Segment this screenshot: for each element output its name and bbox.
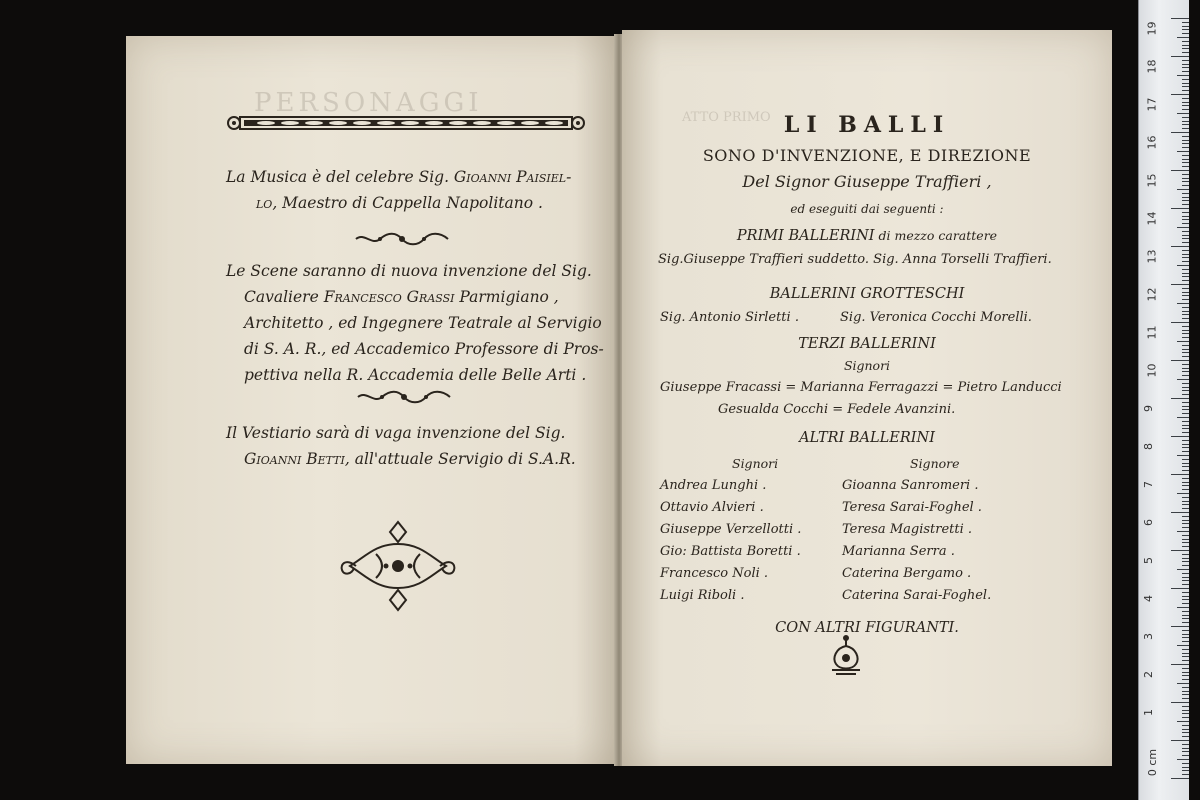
ruler-tick (1182, 649, 1189, 650)
ruler-label: 4 (1142, 595, 1155, 602)
ruler-tick (1182, 86, 1189, 87)
ruler-tick (1182, 744, 1189, 745)
ruler-tick (1182, 345, 1189, 346)
ruler-label: 1 (1142, 709, 1155, 716)
closing-line: CON ALTRI FIGURANTI. (775, 620, 959, 636)
ruler-tick (1182, 653, 1189, 654)
list-item: Andrea Lunghi . (660, 478, 767, 493)
altri-signori-label: Signori (732, 456, 779, 471)
list-item: Marianna Serra . (842, 544, 955, 559)
ruler-tick (1177, 37, 1189, 38)
ruler-tick (1182, 447, 1189, 448)
ruler-tick (1182, 162, 1189, 163)
ruler-label: 12 (1145, 287, 1159, 302)
ruler-tick (1182, 212, 1189, 213)
scenes-line-2: Cavaliere Francesco Grassi Parmigiano , (244, 288, 559, 306)
ruler-tick (1177, 151, 1189, 152)
terzi-line-1: Giuseppe Fracassi = Marianna Ferragazzi = Pietro Landucci (660, 380, 1062, 395)
scenes-line-4: di S. A. R., ed Accademico Professore di Pros- (244, 340, 604, 358)
ruler-tick (1182, 668, 1189, 669)
show-through-text-2: ATTO PRIMO (682, 110, 771, 125)
ruler-tick (1171, 398, 1189, 399)
ruler-tick (1182, 641, 1189, 642)
ruler-tick (1182, 314, 1189, 315)
ruler-tick (1182, 428, 1189, 429)
ruler-tick (1177, 113, 1189, 114)
ruler-tick (1171, 170, 1189, 171)
right-page (622, 30, 1112, 766)
ruler-tick (1171, 322, 1189, 323)
ruler-tick (1182, 527, 1189, 528)
ruler-tick (1182, 634, 1189, 635)
ruler-tick (1182, 333, 1189, 334)
ruler-tick (1182, 565, 1189, 566)
ruler-tick (1177, 683, 1189, 684)
list-item: Caterina Sarai-Foghel. (842, 588, 992, 603)
ruler-tick (1182, 124, 1189, 125)
ruler-tick (1182, 432, 1189, 433)
ruler-tick (1182, 185, 1189, 186)
ruler-label: 2 (1142, 671, 1155, 678)
left-page (126, 36, 614, 764)
ruler-tick (1182, 67, 1189, 68)
ruler-tick (1182, 121, 1189, 122)
ruler-tick (1182, 193, 1189, 194)
ruler-tick (1182, 356, 1189, 357)
ruler-tick (1182, 687, 1189, 688)
ruler-tick (1182, 713, 1189, 714)
ruler-tick (1182, 444, 1189, 445)
ruler-tick (1182, 611, 1189, 612)
primi-line: Sig.Giuseppe Traffieri suddetto. Sig. Anna Torselli Traffieri. (658, 252, 1052, 267)
ruler-tick (1182, 539, 1189, 540)
ruler-tick (1182, 630, 1189, 631)
ruler-label: 9 (1142, 405, 1155, 412)
ruler-tick (1182, 763, 1189, 764)
ruler-tick (1177, 227, 1189, 228)
ruler-tick (1182, 105, 1189, 106)
ruler-tick (1177, 417, 1189, 418)
ruler-tick (1182, 767, 1189, 768)
ruler-tick (1182, 41, 1189, 42)
ruler-tick (1182, 280, 1189, 281)
ruler-tick (1171, 284, 1189, 285)
ruler-tick (1182, 523, 1189, 524)
small-flourish-ornament (354, 232, 450, 246)
ruler-tick (1177, 531, 1189, 532)
ruler-tick (1182, 178, 1189, 179)
ruler-label: 11 (1145, 325, 1159, 340)
list-item: Caterina Bergamo . (842, 566, 972, 581)
ruler-tick (1182, 79, 1189, 80)
ruler-label: 5 (1142, 557, 1155, 564)
ruler-tick (1171, 740, 1189, 741)
ruler-tick (1182, 330, 1189, 331)
ruler-tick (1182, 22, 1189, 23)
ruler-tick (1182, 580, 1189, 581)
ruler-tick (1182, 90, 1189, 91)
ruler-tick (1182, 504, 1189, 505)
ruler-tick (1182, 64, 1189, 65)
ruler-tick (1182, 406, 1189, 407)
ruler-tick (1182, 698, 1189, 699)
list-item: Teresa Magistretti . (842, 522, 973, 537)
list-item: Ottavio Alvieri . (660, 500, 764, 515)
grotteschi-left: Sig. Antonio Sirletti . (660, 310, 799, 325)
ruler-tick (1182, 710, 1189, 711)
ruler-label: 0 cm (1146, 748, 1160, 777)
ruler-tick (1182, 147, 1189, 148)
ruler-tick (1182, 413, 1189, 414)
ruler-tick (1182, 257, 1189, 258)
ruler-tick (1182, 691, 1189, 692)
ruler-tick (1182, 622, 1189, 623)
ruler-tick (1171, 18, 1189, 19)
ruler-tick (1182, 482, 1189, 483)
ruler-tick (1182, 584, 1189, 585)
ruler-tick (1182, 219, 1189, 220)
ruler-tick (1182, 117, 1189, 118)
ruler-tick (1182, 660, 1189, 661)
ruler-tick (1182, 250, 1189, 251)
ruler-tick (1171, 626, 1189, 627)
ruler-tick (1171, 702, 1189, 703)
ruler-tick (1177, 379, 1189, 380)
ruler-tick (1177, 303, 1189, 304)
ruler-tick (1171, 550, 1189, 551)
ruler-tick (1182, 656, 1189, 657)
ruler-tick (1182, 48, 1189, 49)
ruler-tick (1182, 755, 1189, 756)
ruler-tick (1182, 197, 1189, 198)
ruler-tick (1182, 52, 1189, 53)
director-line: Del Signor Giuseppe Traffieri , (742, 172, 992, 191)
list-item: Luigi Riboli . (660, 588, 745, 603)
ruler-tick (1182, 409, 1189, 410)
ruler-tick (1182, 508, 1189, 509)
grotteschi-heading: BALLERINI GROTTESCHI (769, 286, 965, 302)
ruler-tick (1182, 717, 1189, 718)
page-title: LI BALLI (783, 112, 951, 138)
ruler-tick (1182, 706, 1189, 707)
ruler-label: 16 (1145, 135, 1159, 150)
ruler-label: 14 (1145, 211, 1159, 226)
ruler-tick (1182, 364, 1189, 365)
ruler-tick (1182, 83, 1189, 84)
costumes-line-1: Il Vestiario sarà di vaga invenzione del Sig. (226, 424, 566, 442)
ruler-tick (1182, 736, 1189, 737)
ruler-tick (1182, 349, 1189, 350)
ruler-tick (1182, 200, 1189, 201)
ruler-tick (1182, 554, 1189, 555)
ruler-tick (1182, 155, 1189, 156)
music-line-2: lo, Maestro di Cappella Napolitano . (256, 194, 543, 212)
ruler-tick (1182, 729, 1189, 730)
ruler-tick (1182, 466, 1189, 467)
ruler-tick (1182, 140, 1189, 141)
ruler-tick (1182, 33, 1189, 34)
list-item: Teresa Sarai-Foghel . (842, 500, 982, 515)
terzi-heading: TERZI BALLERINI (798, 336, 936, 352)
show-through-text: PERSONAGGI (254, 88, 483, 118)
ruler-tick (1182, 421, 1189, 422)
ruler-tick (1182, 596, 1189, 597)
ruler-tick (1177, 721, 1189, 722)
ruler-tick (1182, 102, 1189, 103)
ruler-tick (1182, 254, 1189, 255)
music-line-1: La Musica è del celebre Sig. Gioanni Paisiel- (226, 168, 572, 186)
ruler-tick (1182, 318, 1189, 319)
small-flourish-ornament-2 (356, 390, 452, 404)
ruler-tick (1182, 732, 1189, 733)
ruler-tick (1182, 535, 1189, 536)
ruler-tick (1182, 394, 1189, 395)
ruler-tick (1182, 166, 1189, 167)
ruler-tick (1182, 29, 1189, 30)
ruler-tick (1182, 273, 1189, 274)
primi-heading: PRIMI BALLERINI di mezzo carattere (736, 228, 998, 244)
ruler-tick (1182, 501, 1189, 502)
ruler-tick (1182, 143, 1189, 144)
ruler-tick (1182, 497, 1189, 498)
ruler-tick (1182, 223, 1189, 224)
ruler-tick (1182, 109, 1189, 110)
open-book (122, 28, 1122, 768)
ruler-label: 7 (1142, 481, 1155, 488)
ruler-tick (1182, 478, 1189, 479)
scenes-line-5: pettiva nella R. Accademia delle Belle Arti . (244, 366, 587, 384)
ruler-label: 6 (1142, 519, 1155, 526)
ruler-tick (1182, 216, 1189, 217)
ruler-tick (1182, 383, 1189, 384)
ruler-tick (1182, 618, 1189, 619)
ruler-tick (1182, 615, 1189, 616)
ruler-tick (1182, 546, 1189, 547)
ruler-tick (1182, 174, 1189, 175)
ruler-label: 8 (1142, 443, 1155, 450)
ruler-tick (1182, 299, 1189, 300)
measurement-ruler (1138, 0, 1189, 800)
tail-ornament (826, 634, 866, 676)
ruler-tick (1182, 204, 1189, 205)
scenes-line-1: Le Scene saranno di nuova invenzione del Sig. (226, 262, 592, 280)
ruler-tick (1177, 759, 1189, 760)
ruler-tick (1182, 489, 1189, 490)
performed-by-line: ed eseguiti dai seguenti : (790, 202, 944, 216)
ruler-tick (1182, 748, 1189, 749)
grotteschi-right: Sig. Veronica Cocchi Morelli. (840, 310, 1032, 325)
ruler-tick (1182, 136, 1189, 137)
ruler-tick (1182, 694, 1189, 695)
ruler-tick (1177, 341, 1189, 342)
ruler-tick (1182, 675, 1189, 676)
ruler-tick (1182, 470, 1189, 471)
ruler-label: 18 (1145, 59, 1159, 74)
ruler-tick (1182, 425, 1189, 426)
floral-vignette-ornament (336, 516, 460, 616)
ruler-tick (1182, 725, 1189, 726)
ruler-tick (1171, 588, 1189, 589)
ruler-tick (1182, 45, 1189, 46)
ruler-tick (1182, 451, 1189, 452)
ruler-label: 17 (1145, 97, 1159, 112)
ruler-tick (1182, 295, 1189, 296)
ruler-tick (1182, 402, 1189, 403)
ruler-tick (1171, 664, 1189, 665)
ruler-tick (1171, 436, 1189, 437)
ruler-tick (1182, 599, 1189, 600)
ruler-tick (1171, 94, 1189, 95)
header-border-ornament (226, 110, 586, 136)
ruler-tick (1182, 516, 1189, 517)
ruler-tick (1182, 71, 1189, 72)
ruler-tick (1182, 558, 1189, 559)
ruler-tick (1182, 774, 1189, 775)
ruler-tick (1182, 672, 1189, 673)
ruler-tick (1182, 463, 1189, 464)
ruler-tick (1182, 577, 1189, 578)
ruler-tick (1182, 603, 1189, 604)
ruler-tick (1182, 242, 1189, 243)
ruler-tick (1182, 375, 1189, 376)
ruler-tick (1182, 26, 1189, 27)
ruler-tick (1182, 390, 1189, 391)
ruler-tick (1182, 520, 1189, 521)
ruler-tick (1182, 592, 1189, 593)
ruler-tick (1182, 679, 1189, 680)
ruler-tick (1182, 60, 1189, 61)
ruler-tick (1171, 778, 1189, 779)
terzi-line-2: Gesualda Cocchi = Fedele Avanzini. (718, 402, 956, 417)
ruler-tick (1182, 573, 1189, 574)
ruler-tick (1182, 459, 1189, 460)
ruler-tick (1182, 159, 1189, 160)
terzi-signori-label: Signori (843, 358, 891, 373)
altri-signore-label: Signore (910, 456, 960, 471)
list-item: Gioanna Sanromeri . (842, 478, 979, 493)
ruler-tick (1182, 485, 1189, 486)
list-item: Francesco Noli . (660, 566, 769, 581)
ruler-tick (1182, 561, 1189, 562)
ruler-label: 15 (1145, 173, 1159, 188)
ruler-tick (1171, 56, 1189, 57)
ruler-tick (1177, 645, 1189, 646)
ruler-tick (1177, 75, 1189, 76)
subtitle: SONO D'INVENZIONE, E DIREZIONE (702, 146, 1032, 165)
ruler-label: 3 (1142, 633, 1155, 640)
ruler-tick (1171, 132, 1189, 133)
ruler-tick (1171, 474, 1189, 475)
ruler-tick (1171, 512, 1189, 513)
scenes-line-3: Architetto , ed Ingegnere Teatrale al Servigio (244, 314, 602, 332)
ruler-tick (1177, 607, 1189, 608)
ruler-tick (1182, 770, 1189, 771)
ruler-tick (1177, 493, 1189, 494)
ruler-tick (1182, 288, 1189, 289)
ruler-tick (1182, 307, 1189, 308)
ruler-tick (1182, 235, 1189, 236)
ruler-tick (1182, 337, 1189, 338)
ruler-tick (1182, 261, 1189, 262)
ruler-tick (1182, 326, 1189, 327)
ruler-tick (1177, 189, 1189, 190)
ruler-tick (1182, 292, 1189, 293)
ruler-tick (1177, 455, 1189, 456)
ruler-tick (1182, 269, 1189, 270)
ruler-tick (1182, 231, 1189, 232)
ruler-tick (1182, 276, 1189, 277)
ruler-label: 10 (1145, 363, 1159, 378)
ruler-tick (1182, 387, 1189, 388)
ruler-tick (1182, 751, 1189, 752)
ruler-tick (1171, 246, 1189, 247)
ruler-tick (1182, 238, 1189, 239)
ruler-tick (1177, 265, 1189, 266)
ruler-label: 19 (1145, 21, 1159, 36)
ruler-label: 13 (1145, 249, 1159, 264)
ruler-tick (1177, 569, 1189, 570)
ruler-tick (1182, 311, 1189, 312)
ruler-tick (1182, 637, 1189, 638)
ruler-tick (1182, 352, 1189, 353)
ruler-tick (1182, 368, 1189, 369)
list-item: Giuseppe Verzellotti . (660, 522, 802, 537)
costumes-line-2: Gioanni Betti, all'attuale Servigio di S.A.R. (244, 450, 576, 468)
ruler-tick (1171, 360, 1189, 361)
list-item: Gio: Battista Boretti . (660, 544, 801, 559)
altri-heading: ALTRI BALLERINI (799, 430, 935, 446)
ruler-tick (1182, 98, 1189, 99)
ruler-tick (1171, 208, 1189, 209)
ruler-tick (1182, 440, 1189, 441)
ruler-tick (1182, 371, 1189, 372)
ruler-tick (1182, 128, 1189, 129)
ruler-tick (1182, 181, 1189, 182)
ruler-tick (1182, 542, 1189, 543)
